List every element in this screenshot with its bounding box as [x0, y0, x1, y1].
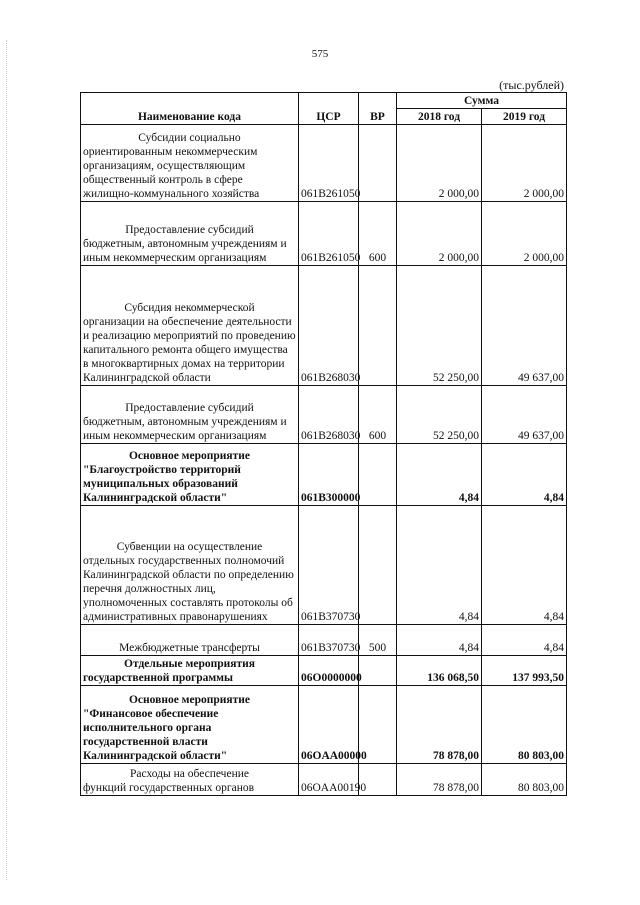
- table-row: [81, 386, 567, 444]
- header-sum: Сумма: [397, 93, 567, 109]
- row-amount-2018: 52 250,00: [397, 266, 482, 386]
- row-name-first: Предоставление субсидий: [125, 224, 254, 236]
- row-amount-2018: 78 878,00: [397, 764, 482, 796]
- row-name-first: Субвенции на осуществление: [116, 541, 263, 553]
- row-name-first: Межбюджетные трансферты: [119, 642, 260, 654]
- row-name-rest: ориентированным некоммерческим организациям, осуществляющим общественный контроль в сфере жилищно-коммунального хозяйства: [83, 146, 260, 200]
- row-name-cell: [81, 386, 299, 444]
- units-label: (тыс.рублей): [499, 78, 564, 92]
- table-row: [81, 625, 567, 656]
- row-name-rest: отдельных государственных полномочий Калининградской области по определению перечня должностных лиц, уполномоченных составлять протоколы об административных правонарушениях: [83, 555, 294, 623]
- row-amount-2019: 137 993,50: [482, 656, 567, 686]
- row-amount-2018: 2 000,00: [397, 125, 482, 202]
- row-name-first: Отдельные мероприятия: [124, 658, 255, 670]
- row-amount-2018: 2 000,00: [397, 202, 482, 266]
- row-name-cell: [81, 202, 299, 266]
- row-amount-2019: 4,84: [482, 506, 567, 625]
- row-name-cell: [81, 656, 299, 686]
- row-name-rest: "Финансовое обеспечение исполнительного органа государственной власти Калининградской области": [83, 708, 228, 762]
- row-amount-2019: 2 000,00: [482, 125, 567, 202]
- row-amount-2019: 49 637,00: [482, 386, 567, 444]
- row-csr: 061B370730: [299, 625, 359, 656]
- header-year-2019: 2019 год: [482, 109, 567, 125]
- header-vr: ВР: [359, 93, 397, 125]
- page-number: 575: [311, 48, 329, 60]
- row-csr: 06OAA00000: [299, 686, 359, 764]
- row-vr: [359, 125, 397, 202]
- table-row: [81, 686, 567, 764]
- row-name-first: Субсидии социально: [138, 132, 241, 144]
- row-name-first: Основное мероприятие: [128, 450, 251, 462]
- row-name-cell: [81, 686, 299, 764]
- table-row: [81, 202, 567, 266]
- row-name-cell: [81, 506, 299, 625]
- row-name-rest: организации на обеспечение деятельности и реализацию мероприятий по проведению капитального ремонта общего имущества в многоквартирных домах на территории Калининградской области: [83, 316, 296, 384]
- row-name-cell: [81, 625, 299, 656]
- row-amount-2019: 2 000,00: [482, 202, 567, 266]
- row-name-cell: [81, 444, 299, 506]
- row-csr: 061B261050: [299, 125, 359, 202]
- row-amount-2019: 80 803,00: [482, 686, 567, 764]
- table-row: [81, 656, 567, 686]
- row-csr: 06OAA00190: [299, 764, 359, 796]
- row-amount-2018: 4,84: [397, 506, 482, 625]
- row-amount-2018: 52 250,00: [397, 386, 482, 444]
- table-row: [81, 506, 567, 625]
- row-name-first: Субсидия некоммерческой: [124, 302, 255, 314]
- header-year-2018: 2018 год: [397, 109, 482, 125]
- table-row: [81, 764, 567, 796]
- row-vr: [359, 266, 397, 386]
- row-csr: 061B268030: [299, 266, 359, 386]
- row-amount-2019: 80 803,00: [482, 764, 567, 796]
- row-vr: [359, 444, 397, 506]
- row-vr: 600: [359, 202, 397, 266]
- row-csr: 06O0000000: [299, 656, 359, 686]
- row-amount-2019: 4,84: [482, 625, 567, 656]
- row-name-rest: бюджетным, автономным учреждениям и иным некоммерческим организациям: [83, 416, 287, 442]
- row-name-rest: "Благоустройство территорий муниципальных образований Калининградской области": [83, 464, 241, 504]
- table-row: [81, 266, 567, 386]
- row-name-rest: функций государственных органов: [83, 782, 255, 794]
- row-vr: 500: [359, 625, 397, 656]
- row-name-cell: [81, 266, 299, 386]
- row-amount-2018: 4,84: [397, 444, 482, 506]
- row-name-first: Предоставление субсидий: [125, 402, 254, 414]
- row-amount-2019: 4,84: [482, 444, 567, 506]
- row-amount-2018: 78 878,00: [397, 686, 482, 764]
- row-amount-2018: 4,84: [397, 625, 482, 656]
- row-csr: 061B300000: [299, 444, 359, 506]
- row-vr: [359, 506, 397, 625]
- row-vr: 600: [359, 386, 397, 444]
- row-name-rest: бюджетным, автономным учреждениям и иным некоммерческим организациям: [83, 238, 287, 264]
- table-row: [81, 444, 567, 506]
- row-amount-2019: 49 637,00: [482, 266, 567, 386]
- row-csr: 061B261050: [299, 202, 359, 266]
- header-csr: ЦСР: [299, 93, 359, 125]
- table-row: [81, 125, 567, 202]
- row-name-cell: [81, 125, 299, 202]
- row-csr: 061B268030: [299, 386, 359, 444]
- header-name: Наименование кода: [81, 93, 299, 125]
- scan-edge-mark: [6, 40, 8, 880]
- row-csr: 061B370730: [299, 506, 359, 625]
- row-name-cell: [81, 764, 299, 796]
- row-name-first: Расходы на обеспечение: [130, 768, 249, 780]
- row-name-first: Основное мероприятие: [128, 694, 251, 706]
- row-vr: [359, 656, 397, 686]
- row-name-rest: государственной программы: [83, 672, 233, 684]
- row-amount-2018: 136 068,50: [397, 656, 482, 686]
- budget-table: [80, 92, 567, 796]
